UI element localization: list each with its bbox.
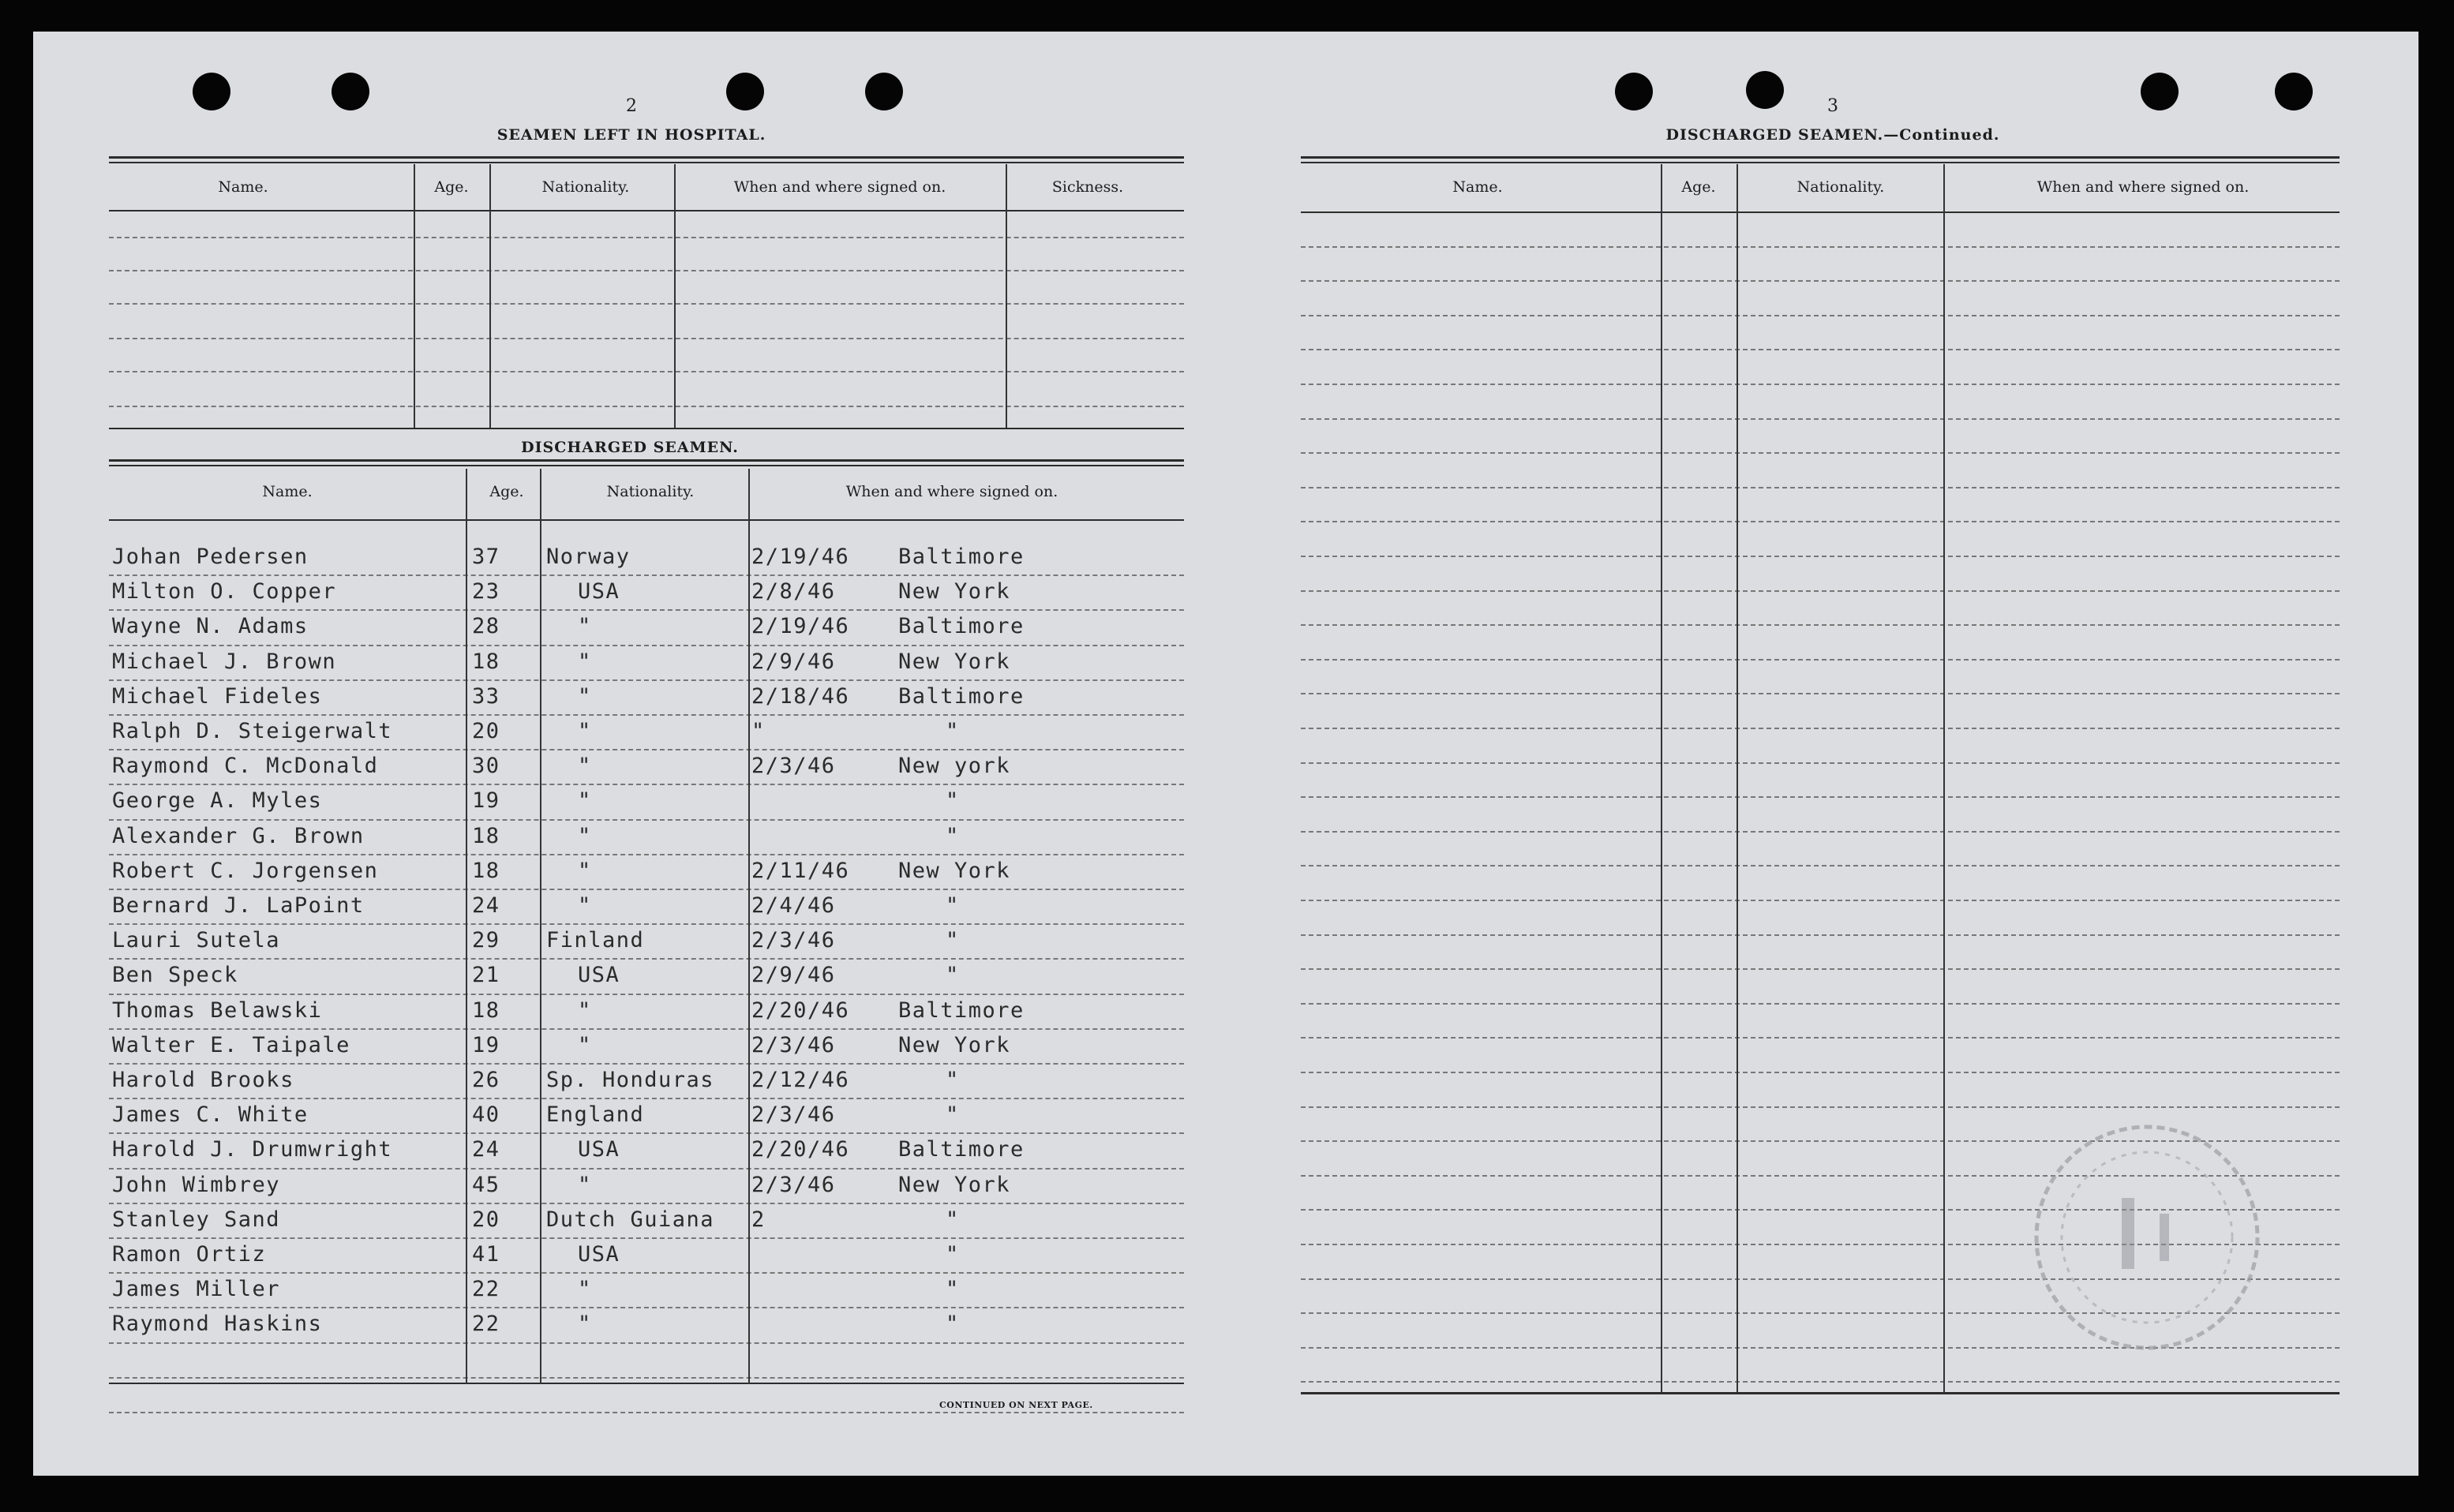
right-page (1217, 32, 2418, 1476)
row-line (109, 1028, 1184, 1030)
column-divider (540, 469, 541, 1384)
row-line (1301, 934, 2340, 936)
seaman-nationality: " (578, 788, 592, 813)
signed-on-place: " (946, 963, 960, 987)
column-divider (1661, 164, 1662, 1392)
rule (109, 156, 1184, 159)
seaman-name: Bernard J. LaPoint (112, 893, 365, 918)
signed-on-place: " (946, 719, 960, 743)
stamp-icon (2021, 1111, 2273, 1364)
seaman-nationality: " (578, 859, 592, 883)
signed-on-place: New York (898, 1173, 1011, 1197)
seaman-nationality: England (546, 1102, 645, 1127)
seaman-name: Walter E. Taipale (112, 1033, 350, 1057)
seaman-age: 18 (472, 998, 500, 1023)
continued-note: CONTINUED ON NEXT PAGE. (939, 1400, 1093, 1410)
seaman-name: Michael Fideles (112, 684, 323, 709)
seaman-age: 45 (472, 1173, 500, 1197)
seaman-name: George A. Myles (112, 788, 323, 813)
seaman-age: 26 (472, 1068, 500, 1092)
seaman-name: Thomas Belawski (112, 998, 323, 1023)
row-line (109, 1098, 1184, 1099)
seaman-nationality: " (578, 754, 592, 778)
col-header-name: Name. (262, 483, 313, 500)
seaman-name: James Miller (112, 1277, 281, 1301)
row-line (1301, 728, 2340, 729)
row-line (1301, 796, 2340, 798)
row-line (109, 679, 1184, 681)
signed-on-place: Baltimore (898, 998, 1025, 1023)
row-line (109, 923, 1184, 925)
seaman-nationality: USA (578, 1137, 620, 1162)
seaman-age: 22 (472, 1312, 500, 1336)
seaman-nationality: " (578, 1173, 592, 1197)
signed-on-date: 2/3/46 (751, 1102, 836, 1127)
seaman-name: Wayne N. Adams (112, 614, 309, 638)
seaman-age: 18 (472, 859, 500, 883)
col-header-nationality: Nationality. (1796, 178, 1885, 196)
col-header-age: Age. (434, 178, 469, 196)
row-line (1301, 418, 2340, 420)
signed-on-date: 2 (751, 1207, 766, 1232)
seaman-nationality: Norway (546, 545, 631, 569)
row-line (1301, 349, 2340, 350)
row-line (1301, 521, 2340, 522)
signed-on-place: New York (898, 1033, 1011, 1057)
col-header-signed-on: When and where signed on. (845, 483, 1058, 500)
column-divider (1006, 164, 1007, 428)
signed-on-place: " (946, 1207, 960, 1232)
row-line (1301, 487, 2340, 488)
column-divider (1737, 164, 1738, 1392)
seaman-age: 19 (472, 788, 500, 813)
row-line (1301, 1037, 2340, 1039)
signed-on-place: New York (898, 579, 1011, 604)
row-line (1301, 968, 2340, 970)
seaman-name: Harold Brooks (112, 1068, 294, 1092)
seaman-nationality: " (578, 614, 592, 638)
seaman-nationality: Dutch Guiana (546, 1207, 715, 1232)
row-line (1301, 315, 2340, 316)
signed-on-date: 2/20/46 (751, 998, 850, 1023)
row-line (109, 714, 1184, 716)
signed-on-date: 2/3/46 (751, 928, 836, 952)
col-header-name: Name. (218, 178, 268, 196)
col-header-name: Name. (1452, 178, 1503, 196)
seaman-name: Stanley Sand (112, 1207, 281, 1232)
discharged-section-title: DISCHARGED SEAMEN. (521, 439, 739, 456)
col-header-sickness: Sickness. (1051, 178, 1124, 196)
row-line (109, 303, 1184, 305)
seaman-age: 20 (472, 1207, 500, 1232)
header-underline (109, 519, 1184, 521)
row-line (109, 1342, 1184, 1344)
seaman-name: Johan Pedersen (112, 545, 309, 569)
row-line (109, 1272, 1184, 1274)
seaman-name: Ramon Ortiz (112, 1242, 267, 1267)
signed-on-date: 2/9/46 (751, 649, 836, 674)
signed-on-date: 2/11/46 (751, 859, 850, 883)
col-header-age: Age. (489, 483, 524, 500)
row-line (109, 1307, 1184, 1308)
signed-on-place: New York (898, 859, 1011, 883)
seaman-name: Ben Speck (112, 963, 238, 987)
seaman-name: Alexander G. Brown (112, 824, 365, 848)
row-line (1301, 246, 2340, 248)
seaman-age: 29 (472, 928, 500, 952)
hospital-section-title: SEAMEN LEFT IN HOSPITAL. (496, 126, 766, 144)
column-divider (466, 469, 467, 1384)
signed-on-place: New York (898, 649, 1011, 674)
row-line (1301, 280, 2340, 282)
header-underline (1301, 211, 2340, 213)
signed-on-place: " (946, 1312, 960, 1336)
row-line (1301, 900, 2340, 901)
rule (109, 162, 1184, 163)
column-divider (674, 164, 676, 428)
signed-on-date: " (751, 719, 766, 743)
header-underline (109, 210, 1184, 211)
seaman-name: John Wimbrey (112, 1173, 281, 1197)
seaman-age: 21 (472, 963, 500, 987)
signed-on-date: 2/4/46 (751, 893, 836, 918)
seaman-name: Robert C. Jorgensen (112, 859, 379, 883)
seaman-nationality: " (578, 893, 592, 918)
seaman-name: Milton O. Copper (112, 579, 337, 604)
signed-on-date: 2/9/46 (751, 963, 836, 987)
column-divider (414, 164, 415, 428)
seaman-name: Michael J. Brown (112, 649, 337, 674)
rule (109, 465, 1184, 466)
row-line (109, 1063, 1184, 1065)
seaman-nationality: USA (578, 1242, 620, 1267)
scanned-document (33, 32, 2418, 1476)
signed-on-date: 2/19/46 (751, 614, 850, 638)
table-bottom-rule (109, 428, 1184, 429)
row-line (109, 237, 1184, 238)
seaman-nationality: " (578, 1033, 592, 1057)
seaman-name: Harold J. Drumwright (112, 1137, 393, 1162)
seaman-age: 37 (472, 545, 500, 569)
rule (1301, 162, 2340, 163)
signed-on-date: 2/8/46 (751, 579, 836, 604)
signed-on-place: Baltimore (898, 545, 1025, 569)
seaman-age: 28 (472, 614, 500, 638)
seaman-name: Ralph D. Steigerwalt (112, 719, 393, 743)
seaman-nationality: Sp. Honduras (546, 1068, 715, 1092)
seaman-name: James C. White (112, 1102, 309, 1127)
seaman-age: 20 (472, 719, 500, 743)
seaman-nationality: " (578, 1277, 592, 1301)
right-section-title: DISCHARGED SEAMEN.—Continued. (1665, 126, 2000, 144)
seaman-age: 19 (472, 1033, 500, 1057)
row-line (109, 749, 1184, 750)
row-line (1301, 865, 2340, 866)
row-line (109, 1237, 1184, 1239)
row-line (1301, 831, 2340, 833)
signed-on-place: " (946, 1068, 960, 1092)
row-line (109, 371, 1184, 372)
signed-on-place: " (946, 1242, 960, 1267)
seaman-age: 23 (472, 579, 500, 604)
seaman-age: 18 (472, 649, 500, 674)
row-line (1301, 762, 2340, 764)
signed-on-place: " (946, 788, 960, 813)
seaman-nationality: " (578, 824, 592, 848)
seaman-nationality: " (578, 684, 592, 709)
row-line (1301, 1003, 2340, 1005)
signed-on-place: Baltimore (898, 1137, 1025, 1162)
signed-on-place: " (946, 928, 960, 952)
row-line (1301, 693, 2340, 694)
row-line (1301, 1106, 2340, 1108)
signed-on-date: 2/20/46 (751, 1137, 850, 1162)
row-line (109, 784, 1184, 785)
seaman-age: 33 (472, 684, 500, 709)
row-line (109, 270, 1184, 271)
row-line (1301, 624, 2340, 626)
row-line (1301, 556, 2340, 557)
col-header-signed-on: When and where signed on. (733, 178, 946, 196)
seaman-age: 30 (472, 754, 500, 778)
signed-on-date: 2/3/46 (751, 1033, 836, 1057)
signed-on-place: " (946, 824, 960, 848)
seaman-age: 18 (472, 824, 500, 848)
seaman-name: Lauri Sutela (112, 928, 281, 952)
row-line (1301, 659, 2340, 661)
seaman-nationality: " (578, 649, 592, 674)
row-line (109, 958, 1184, 960)
signed-on-date: 2/3/46 (751, 1173, 836, 1197)
signed-on-place: Baltimore (898, 614, 1025, 638)
signed-on-date: 2/12/46 (751, 1068, 850, 1092)
col-header-nationality: Nationality. (606, 483, 695, 500)
column-divider (748, 469, 750, 1384)
rule (1301, 156, 2340, 159)
signed-on-place: " (946, 1102, 960, 1127)
seaman-nationality: USA (578, 579, 620, 604)
signed-on-place: " (946, 1277, 960, 1301)
row-line (1301, 384, 2340, 385)
seaman-nationality: " (578, 1312, 592, 1336)
seaman-age: 22 (472, 1277, 500, 1301)
seaman-nationality: Finland (546, 928, 645, 952)
table-bottom-rule (109, 1383, 1184, 1384)
row-line (109, 854, 1184, 855)
row-line (109, 574, 1184, 576)
row-line (1301, 590, 2340, 592)
row-line (109, 406, 1184, 407)
seaman-name: Raymond C. McDonald (112, 754, 379, 778)
row-line (1301, 1072, 2340, 1073)
row-line (109, 889, 1184, 890)
column-divider (489, 164, 491, 428)
signed-on-date: 2/19/46 (751, 545, 850, 569)
seaman-nationality: USA (578, 963, 620, 987)
row-line (109, 1132, 1184, 1134)
signed-on-place: " (946, 893, 960, 918)
rule (109, 459, 1184, 462)
table-bottom-rule (1301, 1392, 2340, 1394)
left-page (33, 32, 1217, 1476)
seaman-age: 24 (472, 1137, 500, 1162)
row-line (109, 994, 1184, 995)
seaman-age: 24 (472, 893, 500, 918)
col-header-age: Age. (1681, 178, 1716, 196)
signed-on-place: New york (898, 754, 1011, 778)
page-number: 2 (626, 96, 637, 116)
row-line (109, 609, 1184, 611)
row-line (1301, 452, 2340, 454)
column-divider (1943, 164, 1945, 1392)
row-line (1301, 1381, 2340, 1383)
row-line (109, 1377, 1184, 1379)
row-line (109, 1203, 1184, 1204)
row-line (109, 1412, 1184, 1413)
seaman-age: 41 (472, 1242, 500, 1267)
col-header-signed-on: When and where signed on. (2036, 178, 2250, 196)
signed-on-date: 2/3/46 (751, 754, 836, 778)
row-line (109, 338, 1184, 339)
seaman-age: 40 (472, 1102, 500, 1127)
signed-on-place: Baltimore (898, 684, 1025, 709)
seaman-nationality: " (578, 998, 592, 1023)
page-number: 3 (1827, 96, 1838, 116)
seaman-name: Raymond Haskins (112, 1312, 323, 1336)
col-header-nationality: Nationality. (541, 178, 630, 196)
row-line (109, 819, 1184, 821)
row-line (109, 645, 1184, 646)
row-line (109, 1168, 1184, 1170)
seaman-nationality: " (578, 719, 592, 743)
signed-on-date: 2/18/46 (751, 684, 850, 709)
